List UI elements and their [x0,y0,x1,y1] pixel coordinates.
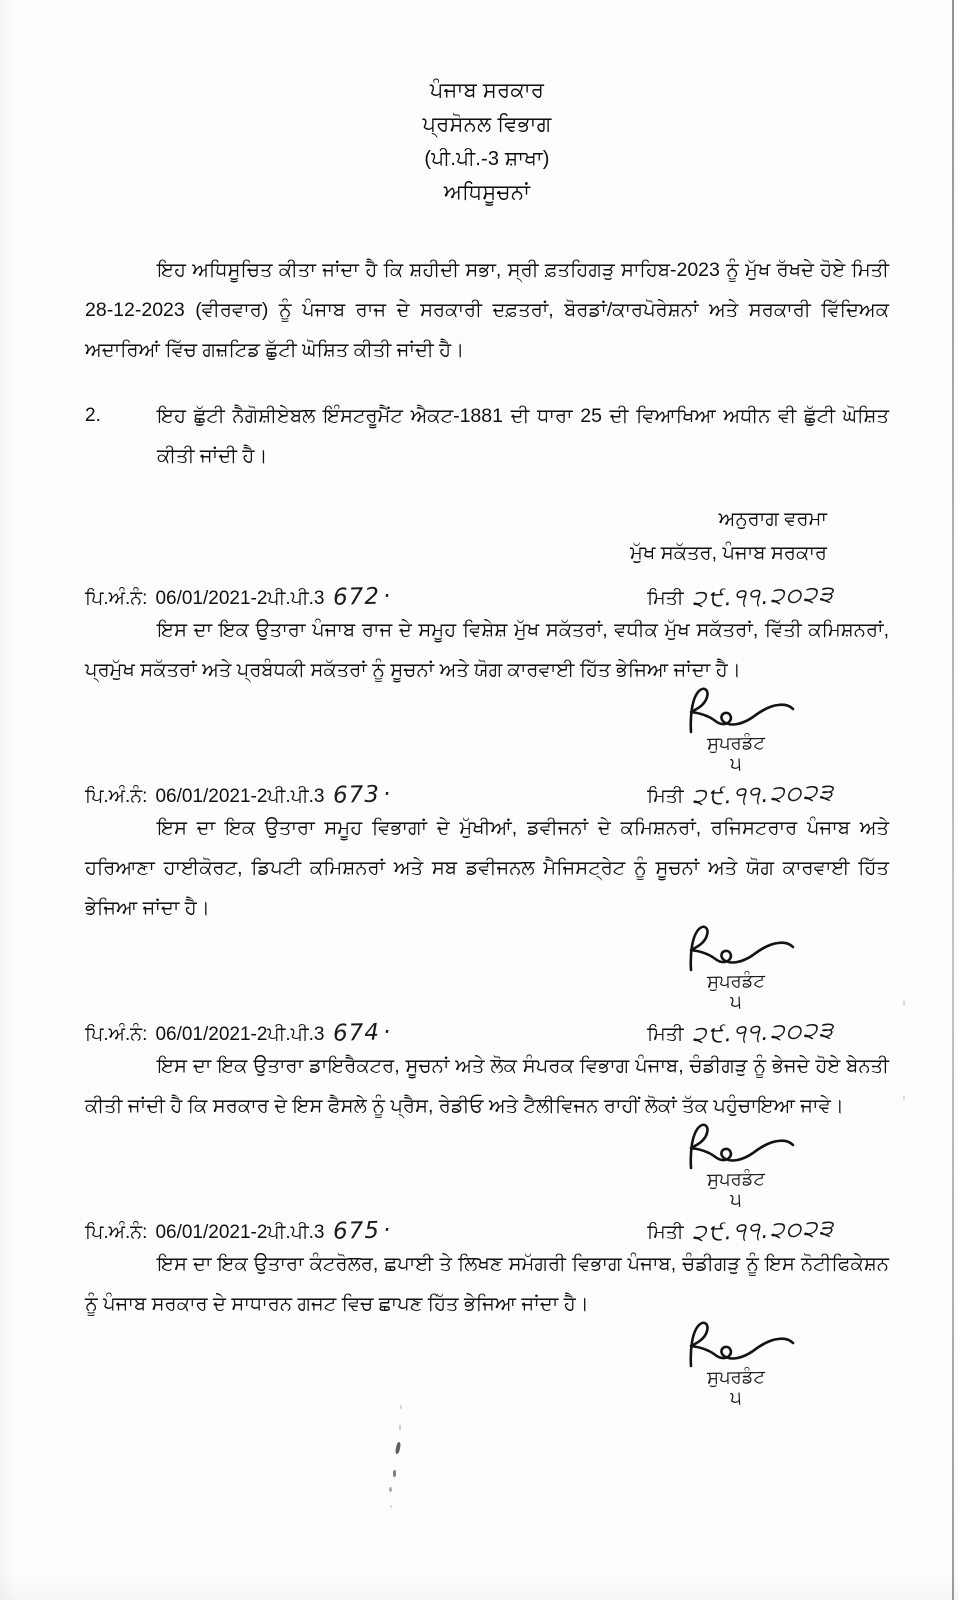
memo-serial-handwritten-4: 675 · [332,1217,391,1245]
memo-date-4 [647,1215,889,1247]
date-handwritten-2: ੨੯.੧੧.੨੦੨੩ [691,779,835,811]
signature-tick-3: ੫ [729,1188,743,1212]
memo-ref-1 [85,584,391,610]
date-prefix-label-2: ਮਿਤੀ [647,786,684,807]
signature-mark-4 [661,1324,811,1368]
endorsement-body-1: ਇਸ ਦਾ ਇਕ ਉਤਾਰਾ ਪੰਜਾਬ ਰਾਜ ਦੇ ਸਮੂਹ ਵਿਸ਼ੇਸ਼ ਮੁੱਖ ਸਕੱਤਰਾਂ, ਵਧੀਕ ਮੁੱਖ ਸਕੱਤਰਾਂ, ਵਿੱਤੀ ਕਮਿਸ਼ਨਰਾਂ, ਪ੍ਰਮੁੱਖ ਸਕੱਤਰਾਂ ਅਤੇ ਪ੍ਰਬੰਧਕੀ ਸਕੱਤਰਾਂ ਨੂੰ ਸੂਚਨਾਂ ਅਤੇ ਯੋਗ ਕਾਰਵਾਈ ਹਿੱਤ ਭੇਜਿਆ ਜਾਂਦਾ ਹੈ। [85,619,889,681]
scan-artifact-speck [903,1000,905,1006]
endorsement-ref-row-4 [85,1215,889,1247]
signature-block-4 [85,1324,889,1416]
memo-file-number-3: 06/01/2021-2ਪੀ.ਪੀ.3 [155,1024,325,1045]
memo-ref-2 [85,782,391,808]
scan-artifact-speck [390,1505,392,1508]
signature-block-1 [85,690,889,782]
signature-tick-4: ੫ [729,1386,743,1410]
date-prefix-label-1: ਮਿਤੀ [647,588,684,609]
header-line-notification: ਅਧਿਸੂਚਨਾਂ [443,181,531,204]
memo-prefix-label-3: ਪਿ.ਅੰ.ਨੰ: [85,1024,148,1045]
signature-mark-1 [661,690,811,734]
memo-prefix-label-1: ਪਿ.ਅੰ.ਨੰ: [85,588,148,609]
signature-designation-4: ਸੁਪਰਡੰਟ [706,1366,766,1389]
endorsement-ref-row-1 [85,581,889,613]
paragraph-2 [85,396,889,476]
scan-artifact-speck [903,1095,905,1101]
memo-date-1 [647,581,889,613]
signature-block-2 [85,928,889,1020]
memo-serial-handwritten-1: 672 · [332,583,391,611]
date-handwritten-1: ੨੯.੧੧.੨੦੨੩ [691,581,835,613]
signatory-block [85,502,889,570]
document-content [85,74,889,1416]
scan-artifact-speck [389,1487,392,1492]
signature-designation-1: ਸੁਪਰਡੰਟ [706,732,766,755]
header-line-department: ਪ੍ਰਸੋਨਲ ਵਿਭਾਗ [422,113,552,136]
memo-ref-3 [85,1020,391,1046]
memo-file-number-4: 06/01/2021-2ਪੀ.ਪੀ.3 [155,1222,325,1243]
memo-date-2 [647,779,889,811]
date-handwritten-4: ੨੯.੧੧.੨੦੨੩ [691,1215,835,1247]
date-handwritten-3: ੨੯.੧੧.੨੦੨੩ [691,1017,835,1049]
signature-tick-1: ੫ [729,752,743,776]
signature-designation-2: ਸੁਪਰਡੰਟ [706,970,766,993]
endorsement-ref-row-2 [85,779,889,811]
endorsement-body-2: ਇਸ ਦਾ ਇਕ ਉਤਾਰਾ ਸਮੂਹ ਵਿਭਾਗਾਂ ਦੇ ਮੁੱਖੀਆਂ, ਡਵੀਜਨਾਂ ਦੇ ਕਮਿਸ਼ਨਰਾਂ, ਰਜਿਸਟਰਾਰ ਪੰਜਾਬ ਅਤੇ ਹਰਿਆਣਾ ਹਾਈਕੋਰਟ, ਡਿਪਟੀ ਕਮਿਸ਼ਨਰਾਂ ਅਤੇ ਸਬ ਡਵੀਜਨਲ ਮੈਜਿਸਟ੍ਰੇਟ ਨੂੰ ਸੂਚਨਾਂ ਅਤੇ ਯੋਗ ਕਾਰਵਾਈ ਹਿੱਤ ਭੇਜਿਆ ਜਾਂਦਾ ਹੈ। [85,817,889,919]
scan-artifact-speck [400,1405,402,1409]
endorsement-body-3: ਇਸ ਦਾ ਇਕ ਉਤਾਰਾ ਡਾਇਰੈਕਟਰ, ਸੂਚਨਾਂ ਅਤੇ ਲੋਕ ਸੰਪਰਕ ਵਿਭਾਗ ਪੰਜਾਬ, ਚੰਡੀਗੜੁ ਨੂੰ ਭੇਜਦੇ ਹੋਏ ਬੇਨਤੀ ਕੀਤੀ ਜਾਂਦੀ ਹੈ ਕਿ ਸਰਕਾਰ ਦੇ ਇਸ ਫੈਸਲੇ ਨੂੰ ਪ੍ਰੈਸ, ਰੇਡੀਓ ਅਤੇ ਟੈਲੀਵਿਜਨ ਰਾਹੀਂ ਲੋਕਾਂ ਤੱਕ ਪਹੁੰਚਾਇਆ ਜਾਵੇ। [85,1055,889,1117]
paragraph-2-text: ਇਹ ਛੁੱਟੀ ਨੈਗੋਸ਼ੀਏਬਲ ਇੰਸਟਰੂਮੈਂਟ ਐਕਟ-1881 ਦੀ ਧਾਰਾ 25 ਦੀ ਵਿਆਖਿਆ ਅਧੀਨ ਵੀ ਛੁੱਟੀ ਘੋਸ਼ਿਤ ਕੀਤੀ ਜਾਂਦੀ ਹੈ। [157,405,889,467]
signatory-designation: ਮੁੱਖ ਸਕੱਤਰ, ਪੰਜਾਬ ਸਰਕਾਰ [630,542,827,564]
scan-shadow-left [0,0,14,1600]
document-header [85,74,889,210]
endorsement-body-4: ਇਸ ਦਾ ਇਕ ਉਤਾਰਾ ਕੰਟਰੋਲਰ, ਛਪਾਈ ਤੇ ਲਿਖਣ ਸਮੱਗਰੀ ਵਿਭਾਗ ਪੰਜਾਬ, ਚੰਡੀਗੜੁ ਨੂੰ ਇਸ ਨੋਟੀਫਿਕੇਸ਼ਨ ਨੂੰ ਪੰਜਾਬ ਸਰਕਾਰ ਦੇ ਸਾਧਾਰਨ ਗਜਟ ਵਿਚ ਛਾਪਣ ਹਿੱਤ ਭੇਜਿਆ ਜਾਂਦਾ ਹੈ। [85,1253,889,1315]
memo-prefix-label-4: ਪਿ.ਅੰ.ਨੰ: [85,1222,148,1243]
scan-artifact-speck [395,1442,401,1455]
signature-tick-2: ੫ [729,990,743,1014]
header-line-government: ਪੰਜਾਬ ਸਰਕਾਰ [429,79,545,102]
date-prefix-label-4: ਮਿਤੀ [647,1222,684,1243]
signature-designation-3: ਸੁਪਰਡੰਟ [706,1168,766,1191]
memo-prefix-label-2: ਪਿ.ਅੰ.ਨੰ: [85,786,148,807]
memo-serial-handwritten-3: 674 · [332,1019,391,1047]
memo-serial-handwritten-2: 673 · [332,781,391,809]
scan-artifact-speck [399,1425,401,1430]
endorsement-ref-row-3 [85,1017,889,1049]
header-line-branch: (ਪੀ.ਪੀ.-3 ਸ਼ਾਖਾ) [424,148,550,170]
scan-artifact-speck [393,1470,396,1477]
signature-mark-3 [661,1126,811,1170]
memo-file-number-2: 06/01/2021-2ਪੀ.ਪੀ.3 [155,786,325,807]
paragraph-1: ਇਹ ਅਧਿਸੂਚਿਤ ਕੀਤਾ ਜਾਂਦਾ ਹੈ ਕਿ ਸ਼ਹੀਦੀ ਸਭਾ, ਸ੍ਰੀ ਫ਼ਤਹਿਗੜੁ ਸਾਹਿਬ-2023 ਨੂੰ ਮੁੱਖ ਰੱਖਦੇ ਹੋਏ ਮਿਤੀ 28-12-2023 (ਵੀਰਵਾਰ) ਨੂੰ ਪੰਜਾਬ ਰਾਜ ਦੇ ਸਰਕਾਰੀ ਦਫ਼ਤਰਾਂ, ਬੋਰਡਾਂ/ਕਾਰਪੋਰੇਸ਼ਨਾਂ ਅਤੇ ਸਰਕਾਰੀ ਵਿੱਦਿਅਕ ਅਦਾਰਿਆਂ ਵਿੱਚ ਗਜ਼ਟਿਡ ਛੁੱਟੀ ਘੋਸ਼ਿਤ ਕੀਤੀ ਜਾਂਦੀ ਹੈ। [85,259,889,361]
paragraph-2-number: 2. [85,405,101,426]
scan-edge-right [952,0,954,1600]
memo-file-number-1: 06/01/2021-2ਪੀ.ਪੀ.3 [155,588,325,609]
memo-date-3 [647,1017,889,1049]
signatory-name: ਅਨੁਰਾਗ ਵਰਮਾ [718,508,827,530]
date-prefix-label-3: ਮਿਤੀ [647,1024,684,1045]
signature-mark-2 [661,928,811,972]
scan-shadow-bottom [0,1574,959,1600]
signature-block-3 [85,1126,889,1218]
memo-ref-4 [85,1218,391,1244]
